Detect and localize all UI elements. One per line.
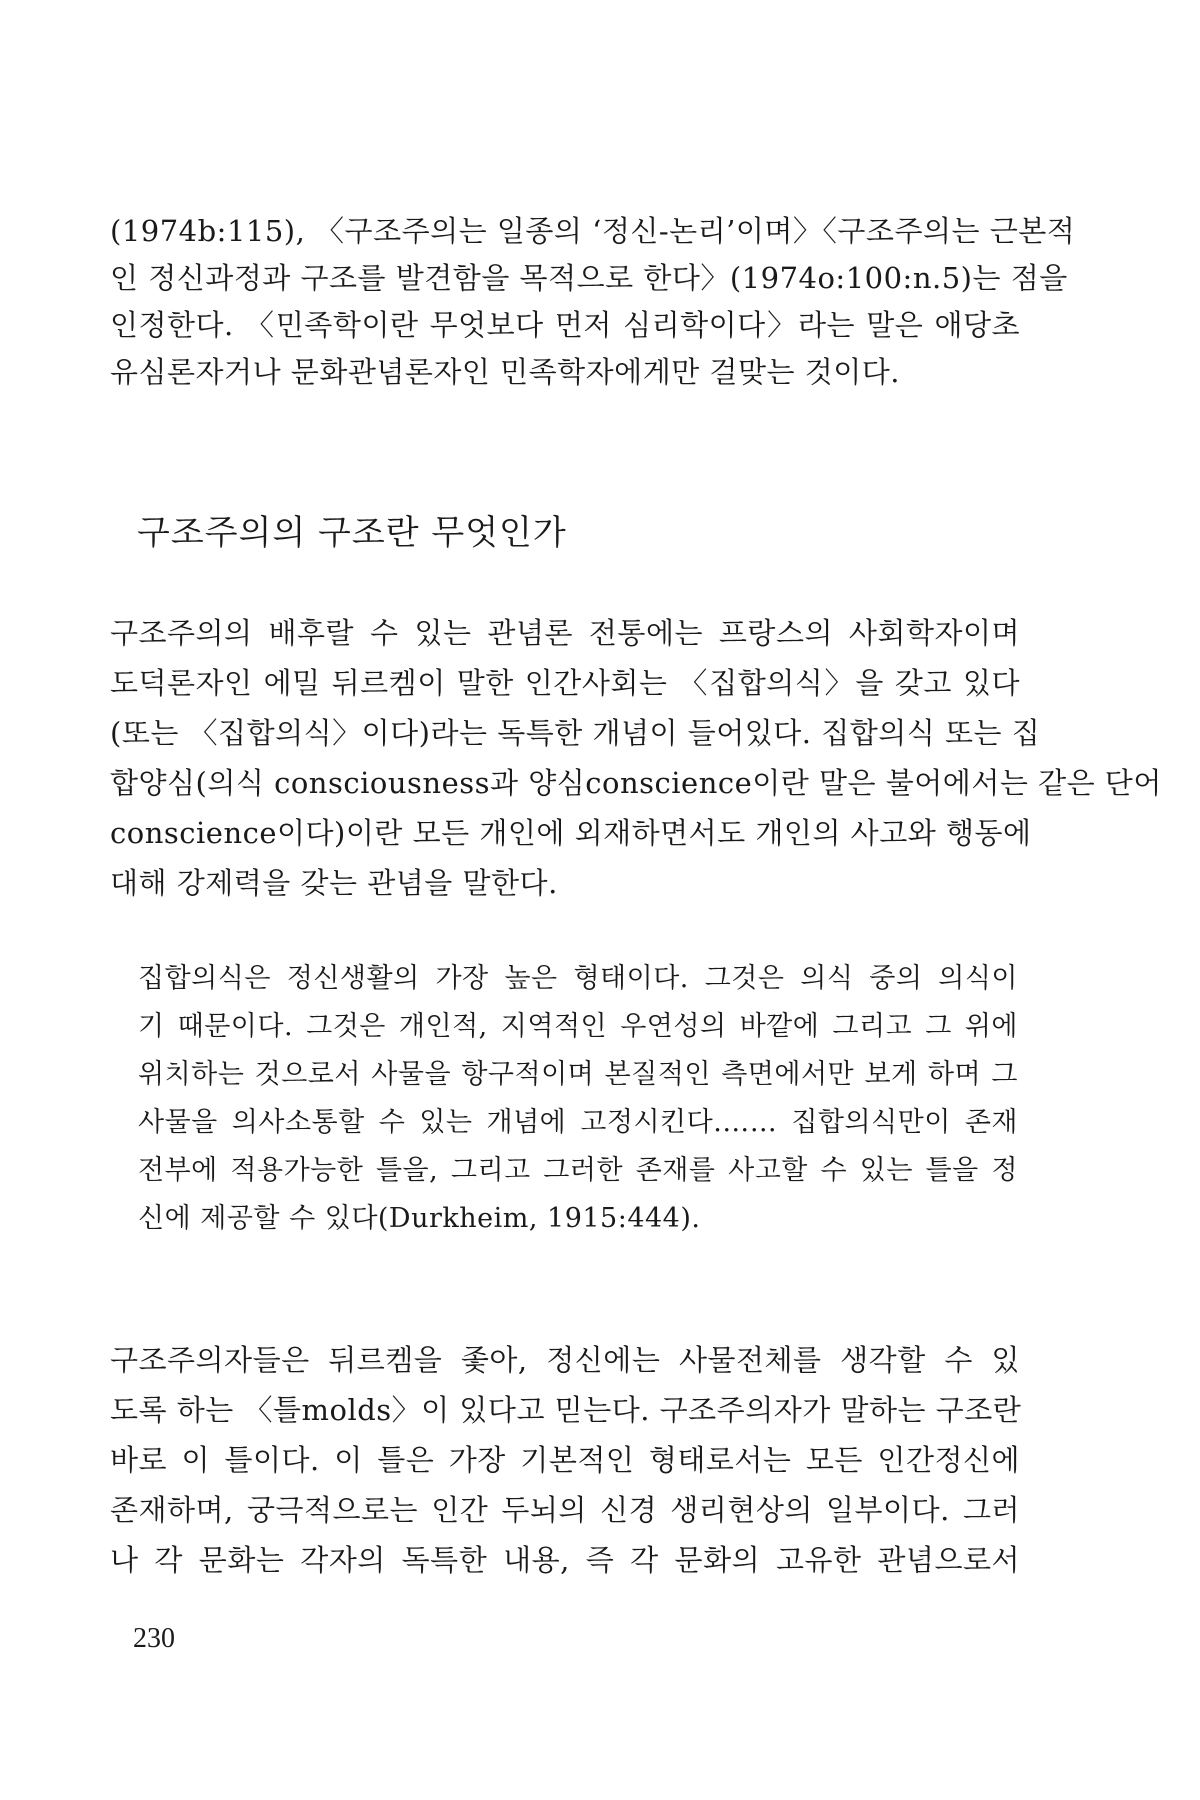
- text-line: 구조주의자들은 뒤르켐을 좇아, 정신에는 사물전체를 생각할 수 있: [110, 1343, 1020, 1377]
- quote-line: 집합의식은 정신생활의 가장 높은 형태이다. 그것은 의식 중의 의식이: [138, 963, 1018, 994]
- text-line: 나 각 문화는 각자의 독특한 내용, 즉 각 문화의 고유한 관념으로서: [110, 1543, 1020, 1577]
- quote-line: 기 때문이다. 그것은 개인적, 지역적인 우연성의 바깥에 그리고 그 위에: [138, 1011, 1018, 1042]
- quote-line: 전부에 적용가능한 틀을, 그리고 그러한 존재를 사고할 수 있는 틀을 정: [138, 1155, 1018, 1186]
- body-paragraph-1: [110, 608, 1162, 908]
- text-line: 바로 이 틀이다. 이 틀은 가장 기본적인 형태로서는 모든 인간정신에: [110, 1443, 1020, 1477]
- quote-line: 사물을 의사소통할 수 있는 개념에 고정시킨다.…… 집합의식만이 존재: [138, 1107, 1018, 1138]
- text-line: conscience이다)이란 모든 개인에 외재하면서도 개인의 사고와 행동에: [110, 816, 1032, 850]
- quote-line: 신에 제공할 수 있다(Durkheim, 1915:444).: [138, 1203, 701, 1234]
- quote-line: 위치하는 것으로서 사물을 항구적이며 본질적인 측면에서만 보게 하며 그: [138, 1059, 1018, 1090]
- section-heading: 구조주의의 구조란 무엇인가: [137, 513, 567, 553]
- text-line: 도록 하는 〈틀molds〉이 있다고 믿는다. 구조주의자가 말하는 구조란: [110, 1393, 1022, 1427]
- text-line: (1974b:115), 〈구조주의는 일종의 ‘정신-논리’이며〉〈구조주의는 근본적: [110, 214, 1076, 248]
- text-line: (또는 〈집합의식〉이다)라는 독특한 개념이 들어있다. 집합의식 또는 집: [110, 716, 1041, 750]
- text-line: 유심론자거나 문화관념론자인 민족학자에게만 걸맞는 것이다.: [110, 355, 900, 389]
- body-paragraph-2: [110, 1335, 1020, 1585]
- text-line: 인정한다. 〈민족학이란 무엇보다 먼저 심리학이다〉라는 말은 애당초: [110, 308, 1020, 342]
- text-line: 대해 강제력을 갖는 관념을 말한다.: [110, 866, 558, 900]
- intro-paragraph: [110, 208, 1076, 396]
- text-line: 합양심(의식 consciousness과 양심conscience이란 말은 불어에서는 같은 단어: [110, 766, 1162, 800]
- page-number: 230: [133, 1623, 175, 1654]
- text-line: 구조주의의 배후랄 수 있는 관념론 전통에는 프랑스의 사회학자이며: [110, 616, 1020, 650]
- text-line: 인 정신과정과 구조를 발견함을 목적으로 한다〉(1974o:100:n.5)는 점을: [110, 261, 1068, 295]
- block-quote: [138, 955, 1018, 1243]
- text-line: 도덕론자인 에밀 뒤르켐이 말한 인간사회는 〈집합의식〉을 갖고 있다: [110, 666, 1020, 700]
- text-line: 존재하며, 궁극적으로는 인간 두뇌의 신경 생리현상의 일부이다. 그러: [110, 1493, 1020, 1527]
